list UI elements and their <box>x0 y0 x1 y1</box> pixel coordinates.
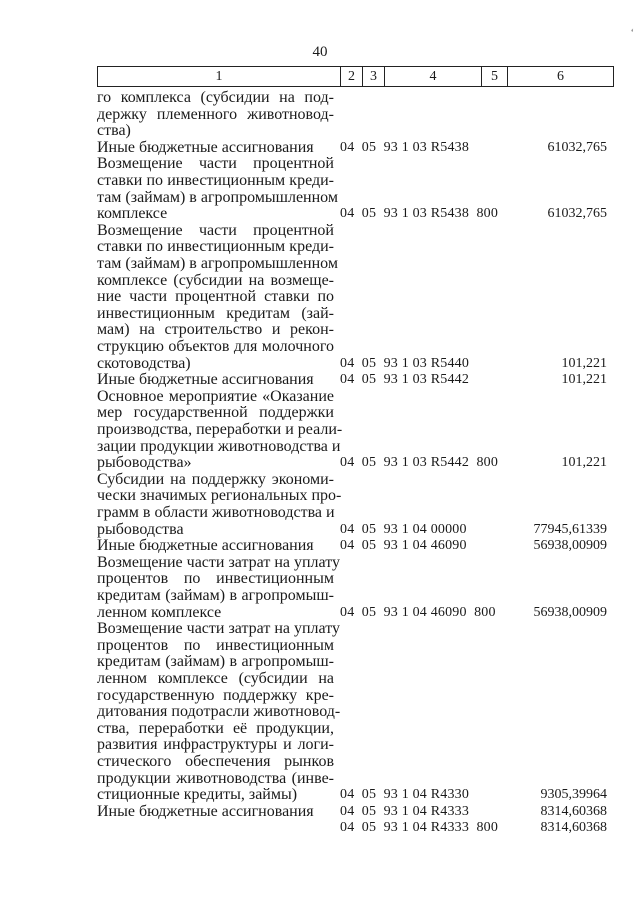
header-col-5: 5 <box>482 67 508 86</box>
row-description-line: скотоводства) <box>97 354 191 372</box>
row-description-line: рыбоводства» <box>97 454 192 472</box>
amount-value: 77945,61339 <box>533 521 607 537</box>
row-description-line: там (займам) в агропромышленном <box>97 255 338 272</box>
budget-code: 04 05 93 1 04 00000 <box>340 521 467 537</box>
amount-value: 8314,60368 <box>540 820 607 836</box>
row-description-line: Основное мероприятие «Оказание <box>97 387 334 405</box>
budget-code: 04 05 93 1 03 R5440 <box>340 355 470 371</box>
row-description-line: го комплекса (субсидии на под- <box>97 89 334 106</box>
row-description-line: комплексе <box>97 205 168 223</box>
row-description-line: ние части процентной ставки по <box>97 288 334 306</box>
row-description-line: там (займам) в агропромышленном <box>97 188 338 206</box>
amount-value: 101,221 <box>561 372 607 388</box>
row-description-line: мам) на строительство и рекон- <box>97 321 334 339</box>
amount-value: 61032,765 <box>547 206 607 222</box>
budget-code: 04 05 93 1 03 R5438 800 <box>340 206 499 222</box>
header-col-6: 6 <box>557 69 564 84</box>
row-description-line: стического обеспечения рынков <box>97 753 334 770</box>
budget-code: 04 05 93 1 04 R4333 <box>340 803 470 819</box>
row-description-line: Иные бюджетные ассигнования <box>97 802 314 820</box>
budget-code: 04 05 93 1 03 R5442 <box>340 372 470 388</box>
row-description-line: ленном комплексе (субсидии на <box>97 670 334 687</box>
row-description-line: Возмещение части процентной <box>97 221 334 239</box>
budget-code: 04 05 93 1 03 R5442 800 <box>340 455 499 471</box>
row-description-line: чески значимых региональных про- <box>97 487 342 505</box>
header-col-4: 4 <box>385 67 482 86</box>
amount-value: 8314,60368 <box>540 803 607 819</box>
row-description-line: кредитам (займам) в агропромыш- <box>97 587 334 604</box>
row-description-line: Возмещение части процентной <box>97 155 334 173</box>
row-description-line: ства, переработки её продукции, <box>97 719 334 737</box>
row-description-line: Иные бюджетные ассигнования <box>97 138 314 156</box>
budget-code: 04 05 93 1 04 R4333 800 <box>340 820 499 836</box>
row-description-line: ленном комплексе <box>97 603 222 621</box>
row-description-line: кредитам (займам) в агропромыш- <box>97 653 334 671</box>
row-description-line: Субсидии на поддержку экономи- <box>97 470 334 488</box>
budget-code: 04 05 93 1 04 46090 800 <box>340 604 496 620</box>
row-description-line: инвестиционным кредитам (зай- <box>97 304 334 322</box>
row-description-line: развития инфраструктуры и логи- <box>97 736 334 754</box>
row-description-line: мер государственной поддержки <box>97 404 334 422</box>
row-description-line: процентов по инвестиционным <box>97 636 334 654</box>
amount-value: 56938,00909 <box>533 604 607 620</box>
header-col-2: 2 <box>341 67 363 86</box>
row-description-line: Иные бюджетные ассигнования <box>97 371 314 389</box>
row-description-line: ставки по инвестиционным креди- <box>97 172 334 189</box>
row-description-line: государственную поддержку кре- <box>97 686 334 704</box>
amount-value: 101,221 <box>561 355 607 371</box>
row-description-line: комплексе (субсидии на возмеще- <box>97 271 334 289</box>
row-description-line: процентов по инвестиционным <box>97 570 334 588</box>
row-description-line: Возмещение части затрат на уплату <box>97 620 340 638</box>
row-description-line: продукции животноводства (инве- <box>97 769 334 787</box>
budget-code: 04 05 93 1 04 R4330 <box>340 787 470 803</box>
amount-value: 61032,765 <box>547 139 607 155</box>
header-col-3: 3 <box>363 67 385 86</box>
row-description-line: производства, переработки и реали- <box>97 421 343 438</box>
header-col-1: 1 <box>98 67 341 86</box>
row-description-line: держку племенного животновод- <box>97 105 334 123</box>
row-description-line: ства) <box>97 122 131 140</box>
row-description-line: Возмещение части затрат на уплату <box>97 553 340 571</box>
row-description-line: грамм в области животноводства и <box>97 504 335 521</box>
table-header <box>97 66 614 87</box>
amount-value: 101,221 <box>561 455 607 471</box>
amount-value: 56938,00909 <box>533 538 607 554</box>
budget-code: 04 05 93 1 03 R5438 <box>340 139 470 155</box>
row-description-line: зации продукции животноводства и <box>97 437 341 455</box>
corner-mark: ‘ <box>630 28 634 39</box>
amount-value: 9305,39964 <box>540 787 607 803</box>
row-description-line: Иные бюджетные ассигнования <box>97 537 314 555</box>
row-description-line: дитования подотрасли животновод- <box>97 703 341 721</box>
row-description-line: струкцию объектов для молочного <box>97 338 334 355</box>
budget-code: 04 05 93 1 04 46090 <box>340 538 467 554</box>
row-description-line: стиционные кредиты, займы) <box>97 786 298 804</box>
page-number: 40 <box>312 44 328 60</box>
row-description-line: рыбоводства <box>97 520 184 538</box>
row-description-line: ставки по инвестиционным креди- <box>97 238 334 256</box>
